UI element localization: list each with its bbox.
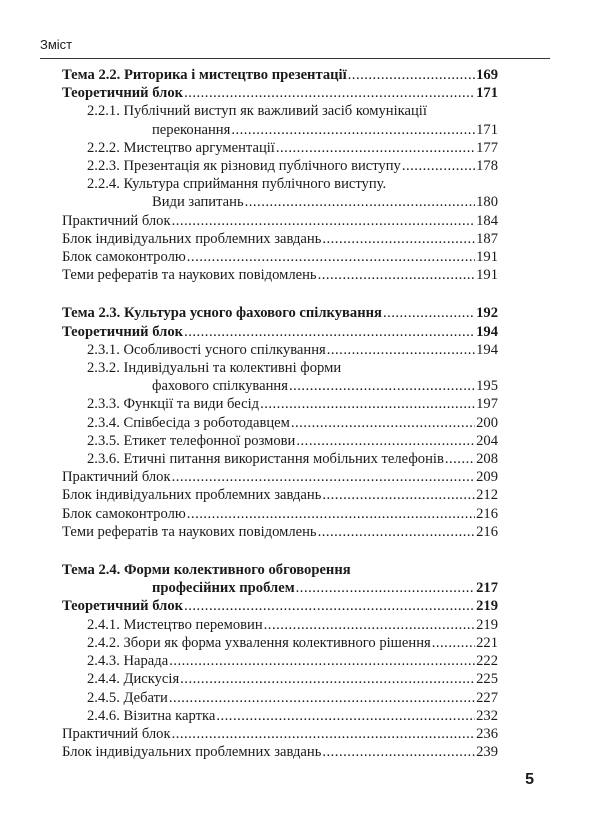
- toc-entry-page: 219: [476, 616, 498, 633]
- running-header-title: Зміст: [40, 37, 73, 52]
- running-header: [40, 36, 550, 59]
- toc-entry-label: 2.4.2. Збори як форма ухвалення колективного рішення: [87, 634, 431, 651]
- dot-leader: [172, 725, 476, 743]
- toc-entry-page: 195: [476, 378, 498, 395]
- dot-leader: [184, 84, 475, 102]
- toc-entry-label: Практичний блок: [62, 469, 171, 486]
- toc-entry-page: 169: [476, 67, 498, 83]
- toc-entry: [62, 395, 498, 413]
- toc-entry-label: Теоретичний блок: [62, 598, 184, 615]
- toc-entry: [62, 139, 498, 157]
- toc-entry-page: 187: [476, 230, 498, 247]
- dot-leader: [172, 468, 476, 486]
- toc-entry-label: 2.4.5. Дебати: [87, 689, 168, 706]
- toc-entry: [62, 157, 498, 175]
- toc-entry-page: 216: [476, 505, 498, 522]
- toc-entry: [62, 743, 498, 761]
- toc-entry: [62, 597, 498, 615]
- toc-entry-label: Теми рефератів та наукових повідомлень: [62, 523, 317, 540]
- toc-entry: [62, 432, 498, 450]
- toc-entry: [62, 468, 498, 486]
- toc-entry-page: 204: [476, 432, 498, 449]
- toc-entry: [62, 341, 498, 359]
- toc-entry-page: 180: [476, 194, 498, 211]
- toc-entry-label: Теоретичний блок: [62, 323, 184, 340]
- toc-entry-page: 200: [476, 414, 498, 431]
- toc-entry-label: Теоретичний блок: [62, 85, 184, 102]
- dot-leader: [322, 230, 475, 248]
- dot-leader: [187, 248, 475, 266]
- toc-entry: [62, 505, 498, 523]
- toc-entry: [62, 486, 498, 504]
- toc-entry: [62, 450, 498, 468]
- dot-leader: [318, 266, 476, 284]
- dot-leader: [402, 157, 475, 175]
- dot-leader: [260, 395, 475, 413]
- toc-entry: [62, 266, 498, 284]
- dot-leader: [231, 121, 475, 139]
- dot-leader: [172, 212, 476, 230]
- dot-leader: [296, 579, 475, 597]
- dot-leader: [184, 597, 475, 615]
- toc-entry: [62, 66, 498, 84]
- toc-entry-page: 177: [476, 139, 498, 156]
- table-of-contents: [62, 66, 498, 781]
- dot-leader: [187, 505, 475, 523]
- toc-entry-page: 194: [476, 341, 498, 358]
- dot-leader: [327, 341, 475, 359]
- toc-entry-page: 236: [476, 725, 498, 742]
- dot-leader: [291, 414, 475, 432]
- toc-entry: [62, 121, 498, 139]
- dot-leader: [264, 616, 475, 634]
- toc-entry-page: 219: [476, 598, 498, 615]
- toc-entry-label: 2.3.4. Співбесіда з роботодавцем: [87, 414, 290, 431]
- toc-section: [62, 66, 498, 284]
- toc-entry-label: Блок індивідуальних проблемних завдань: [62, 744, 322, 761]
- toc-entry-label: 2.3.6. Етичні питання використання мобільних телефонів: [87, 451, 444, 468]
- toc-entry-page: 225: [476, 671, 498, 688]
- page-number: 5: [525, 771, 534, 788]
- toc-entry-label: 2.4.6. Візитна картка: [87, 707, 216, 724]
- dot-leader: [296, 432, 475, 450]
- toc-section: [62, 304, 498, 541]
- dot-leader: [276, 139, 475, 157]
- toc-entry-text: 2.2.1. Публічний виступ як важливий засіб комунікації: [87, 103, 427, 120]
- toc-entry: [62, 230, 498, 248]
- toc-entry-label: Блок самоконтролю: [62, 505, 186, 522]
- toc-entry-page: 197: [476, 396, 498, 413]
- toc-entry-page: 209: [476, 469, 498, 486]
- dot-leader: [445, 450, 475, 468]
- toc-entry: [62, 634, 498, 652]
- toc-entry-label: Теми рефератів та наукових повідомлень: [62, 267, 317, 284]
- toc-entry-page: 191: [476, 267, 498, 284]
- toc-entry-label: 2.2.2. Мистецтво аргументації: [87, 139, 275, 156]
- toc-entry-page: 239: [476, 744, 498, 761]
- toc-entry-label: Види запитань: [152, 194, 244, 211]
- toc-entry-label: професійних проблем: [152, 580, 295, 597]
- toc-entry: [62, 652, 498, 670]
- toc-entry: [62, 689, 498, 707]
- toc-entry-text: Тема 2.4. Форми колективного обговорення: [62, 562, 351, 579]
- toc-entry-page: 222: [476, 653, 498, 670]
- toc-entry-label: 2.4.1. Мистецтво перемовин: [87, 616, 263, 633]
- dot-leader: [318, 523, 476, 541]
- toc-entry: [62, 670, 498, 688]
- toc-entry-page: 212: [476, 487, 498, 504]
- toc-entry: [62, 414, 498, 432]
- toc-entry-page: 227: [476, 689, 498, 706]
- toc-entry-label: Блок самоконтролю: [62, 249, 186, 266]
- dot-leader: [432, 634, 475, 652]
- toc-entry-page: 208: [476, 451, 498, 468]
- toc-entry-page: 178: [476, 158, 498, 175]
- toc-entry: [62, 212, 498, 230]
- toc-entry-label: 2.4.3. Нарада: [87, 653, 169, 670]
- toc-entry-text: 2.3.2. Індивідуальні та колективні форми: [87, 360, 342, 377]
- dot-leader: [289, 377, 475, 395]
- toc-entry-page: 221: [476, 634, 498, 651]
- toc-entry: [62, 323, 498, 341]
- dot-leader: [348, 66, 475, 84]
- toc-entry-label: 2.3.1. Особливості усного спілкування: [87, 341, 326, 358]
- toc-entry: [62, 707, 498, 725]
- toc-entry-text: 2.2.4. Культура сприймання публічного виступу.: [87, 176, 387, 193]
- dot-leader: [180, 670, 475, 688]
- toc-entry: [62, 725, 498, 743]
- toc-entry-label: Тема 2.2. Риторика і мистецтво презентації: [62, 67, 347, 83]
- toc-section: [62, 561, 498, 761]
- toc-entry-label: 2.3.5. Етикет телефонної розмови: [87, 432, 296, 449]
- dot-leader: [322, 743, 475, 761]
- dot-leader: [322, 486, 475, 504]
- dot-leader: [169, 689, 475, 707]
- toc-entry-label: Тема 2.3. Культура усного фахового спілкування: [62, 305, 382, 322]
- toc-entry: [62, 304, 498, 322]
- dot-leader: [245, 193, 476, 211]
- toc-entry-page: 232: [476, 707, 498, 724]
- toc-entry: [62, 84, 498, 102]
- toc-entry-page: 192: [476, 305, 498, 322]
- toc-entry-page: 191: [476, 249, 498, 266]
- toc-entry-label: Практичний блок: [62, 212, 171, 229]
- toc-entry: [62, 248, 498, 266]
- toc-entry: [62, 579, 498, 597]
- toc-entry-label: Практичний блок: [62, 725, 171, 742]
- toc-entry-page: 171: [476, 85, 498, 102]
- toc-entry-page: 194: [476, 323, 498, 340]
- toc-entry-page: 217: [476, 580, 498, 597]
- toc-entry-label: 2.4.4. Дискусія: [87, 671, 180, 688]
- toc-entry: [62, 377, 498, 395]
- dot-leader: [169, 652, 475, 670]
- toc-entry-page: 216: [476, 523, 498, 540]
- toc-entry: [62, 616, 498, 634]
- toc-entry-label: 2.2.3. Презентація як різновид публічного виступу: [87, 158, 401, 175]
- dot-leader: [184, 323, 475, 341]
- toc-entry-label: 2.3.3. Функції та види бесід: [87, 396, 260, 413]
- toc-entry-label: Блок індивідуальних проблемних завдань: [62, 487, 322, 504]
- toc-entry: [62, 193, 498, 211]
- toc-entry: [62, 523, 498, 541]
- toc-entry-page: 184: [476, 212, 498, 229]
- toc-entry-page: 171: [476, 121, 498, 138]
- toc-entry-label: Блок індивідуальних проблемних завдань: [62, 230, 322, 247]
- toc-entry-label: переконання: [152, 121, 231, 138]
- dot-leader: [383, 304, 475, 322]
- dot-leader: [216, 707, 475, 725]
- toc-entry-label: фахового спілкування: [152, 378, 288, 395]
